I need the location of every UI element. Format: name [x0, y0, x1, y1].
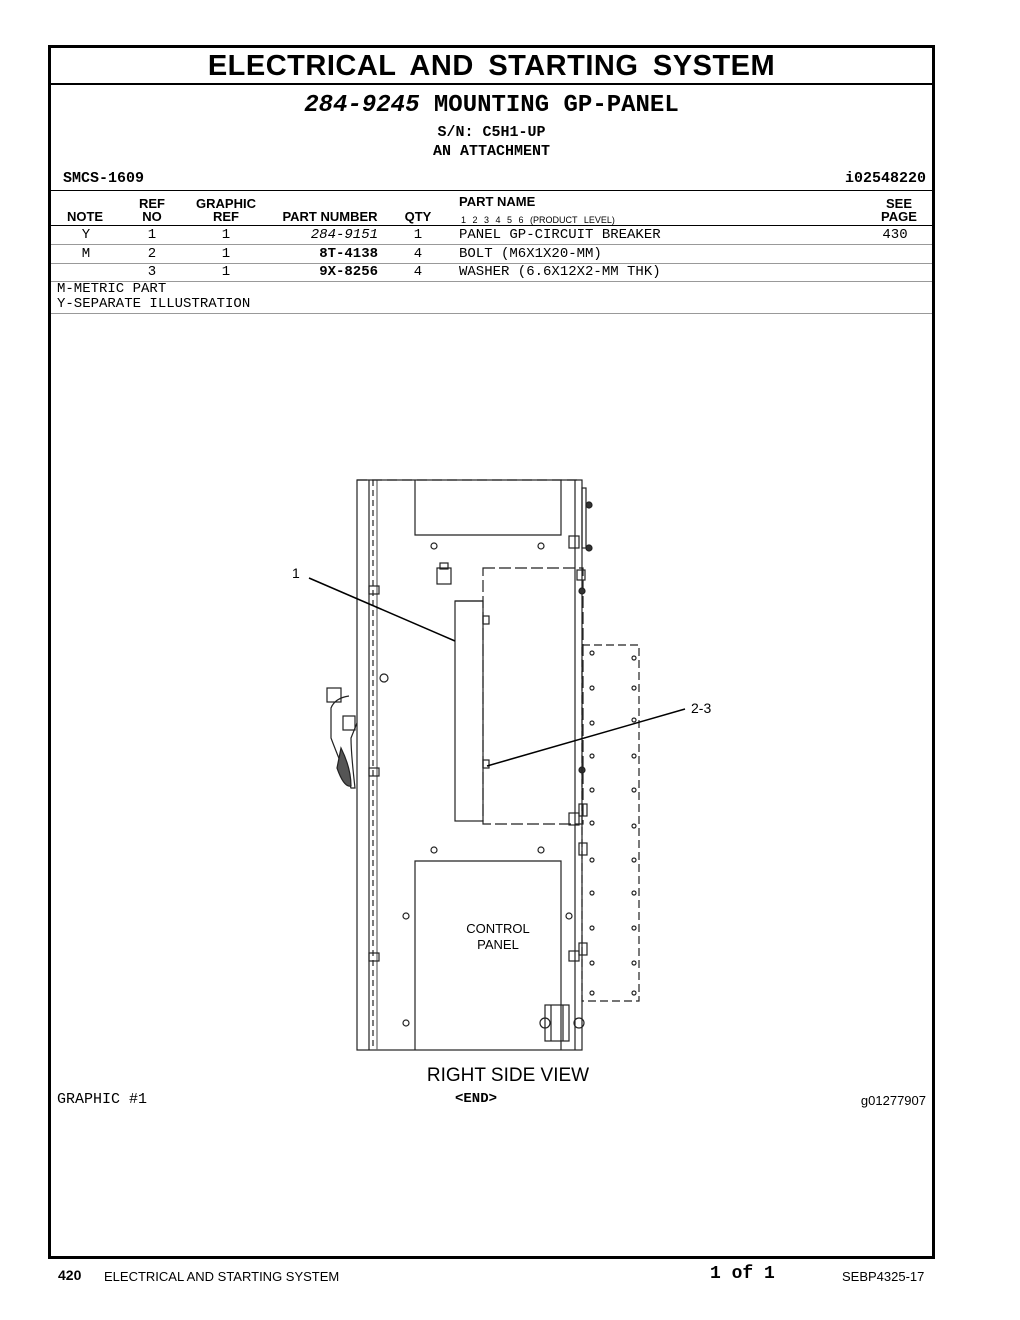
col-part-number-header: PART NUMBER	[282, 209, 378, 224]
product-level-header: 1 2 3 4 5 6 (PRODUCT LEVEL)	[461, 215, 615, 225]
row-qty: 4	[413, 264, 423, 280]
page-frame	[48, 45, 935, 1259]
fastener-hole	[431, 543, 437, 549]
footer-page-number: 420	[58, 1267, 82, 1283]
hinge-bolt	[586, 545, 592, 551]
attachment-label: AN ATTACHMENT	[432, 143, 551, 160]
row-note: Y	[81, 227, 91, 243]
row-part-name: BOLT (M6X1X20-MM)	[459, 246, 602, 262]
col-note-header: NOTE	[66, 209, 104, 224]
footer-section: ELECTRICAL AND STARTING SYSTEM	[104, 1269, 340, 1284]
hinge-bolt	[586, 502, 592, 508]
fastener-hole	[538, 543, 544, 549]
row-graphic-ref: 1	[221, 227, 231, 243]
note-separate-illustration: Y-SEPARATE ILLUSTRATION	[57, 296, 251, 312]
footer-page-count: 1 of 1	[710, 1264, 775, 1284]
callout-label-1[interactable]: 1	[292, 565, 300, 581]
row-part-name: WASHER (6.6X12X2-MM THK)	[459, 264, 661, 280]
row-see-page-link[interactable]: 430	[882, 227, 908, 243]
exploded-view-drawing	[51, 48, 932, 1058]
side-bolt	[579, 588, 585, 594]
latch-block	[579, 943, 587, 955]
row-qty: 4	[413, 246, 423, 262]
col-ref-header-bottom: NO	[142, 209, 162, 224]
handle-pivot	[327, 688, 341, 702]
col-part-name-header: PART NAME	[459, 194, 536, 209]
callout-leader-2-3	[487, 709, 685, 766]
row-part-number: 8T-4138	[319, 246, 378, 262]
top-cutout	[415, 480, 561, 535]
auxiliary-panel-holes	[590, 651, 636, 995]
control-panel-label-line2: PANEL	[477, 937, 519, 952]
row-graphic-ref: 1	[221, 246, 231, 262]
row-ref: 3	[147, 264, 157, 280]
fastener-hole	[403, 1020, 409, 1026]
breaker-enclosure	[483, 568, 583, 824]
view-label: RIGHT SIDE VIEW	[426, 1065, 590, 1086]
row-ref: 2	[147, 246, 157, 262]
graphic-number: GRAPHIC #1	[57, 1091, 148, 1108]
callout-label-2-3[interactable]: 2-3	[691, 700, 712, 716]
note-metric: M-METRIC PART	[57, 281, 167, 297]
main-panel-outline	[357, 480, 582, 1050]
smcs-code: SMCS-1609	[63, 170, 145, 187]
row-ref: 1	[147, 227, 157, 243]
fastener-hole	[403, 913, 409, 919]
col-qty-header: QTY	[404, 209, 432, 224]
hinge-block	[569, 536, 579, 548]
control-panel-label-line1: CONTROL	[466, 921, 530, 936]
hinge-strip	[582, 488, 586, 548]
col-see-header-bottom: PAGE	[881, 209, 917, 224]
group-number[interactable]: 284-9245	[304, 92, 420, 119]
col-ref-header-top: REF	[139, 196, 165, 211]
latch-block	[579, 843, 587, 855]
fastener-hole	[566, 913, 572, 919]
footer-document-number: SEBP4325-17	[842, 1269, 925, 1284]
section-title: ELECTRICAL AND STARTING SYSTEM	[51, 48, 932, 85]
row-graphic-ref: 1	[221, 264, 231, 280]
fastener-hole	[538, 847, 544, 853]
callout-leader-1	[309, 578, 455, 641]
latch-block	[569, 951, 579, 961]
col-graphic-header-top: GRAPHIC	[196, 196, 256, 211]
end-marker: <END>	[454, 1091, 497, 1107]
control-panel-cutout	[415, 861, 561, 1050]
mount-bolt	[483, 760, 489, 768]
bottom-hinge	[545, 1005, 569, 1041]
serial-number: S/N: C5H1-UP	[437, 124, 546, 141]
handle-latch	[343, 716, 355, 730]
side-bracket	[577, 570, 585, 580]
fastener-hole	[380, 674, 388, 682]
mount-bolt	[483, 616, 489, 624]
latch-block	[569, 813, 579, 825]
col-graphic-header-bottom: REF	[213, 209, 239, 224]
fastener-hole	[431, 847, 437, 853]
row-qty: 1	[413, 227, 423, 243]
graphic-id: g01277907	[860, 1093, 926, 1108]
col-see-header-top: SEE	[885, 196, 912, 211]
row-part-name: PANEL GP-CIRCUIT BREAKER	[459, 227, 661, 243]
stud-fitting	[437, 568, 451, 584]
door-handle-grip	[337, 748, 351, 786]
breaker-panel	[455, 601, 483, 821]
document-id: i02548220	[844, 170, 926, 187]
row-note: M	[81, 246, 91, 262]
row-part-number-link[interactable]: 284-9151	[310, 227, 378, 243]
row-part-number: 9X-8256	[319, 264, 378, 280]
group-name: MOUNTING GP-PANEL	[433, 92, 679, 119]
